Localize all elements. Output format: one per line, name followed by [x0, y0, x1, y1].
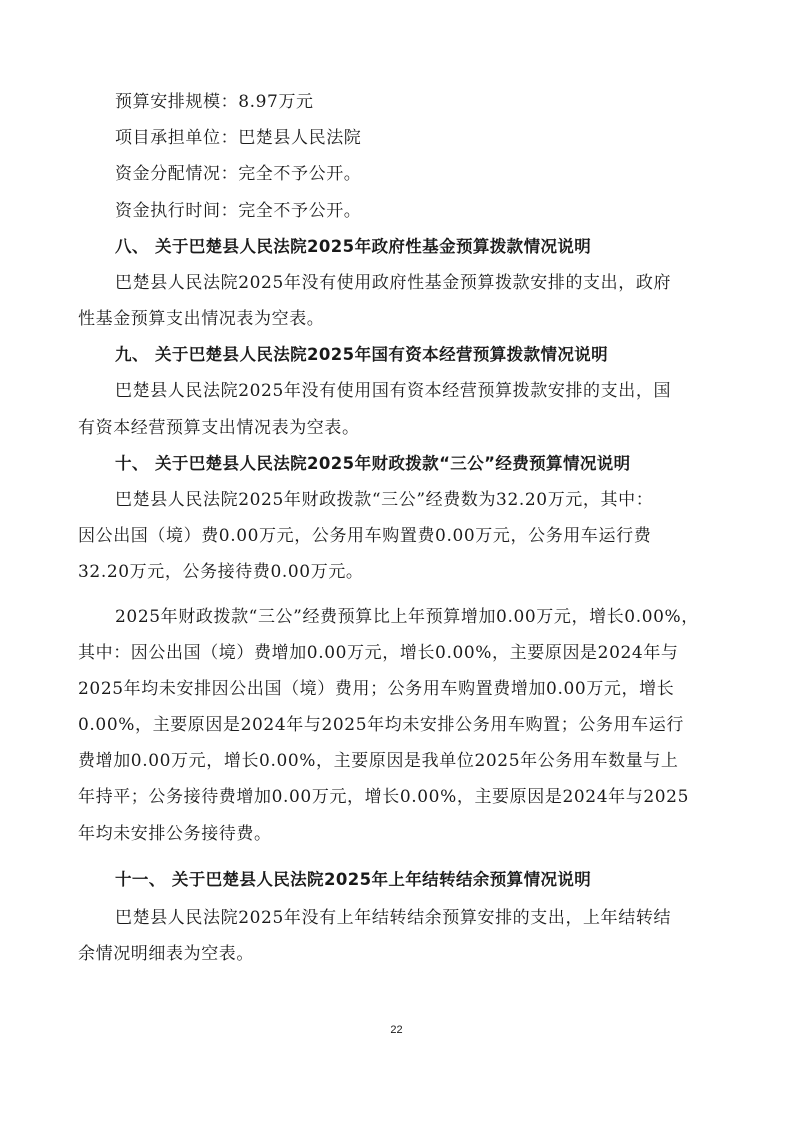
section-8-paragraph-line-2: 性基金预算支出情况表为空表。 — [78, 309, 325, 329]
section-10-paragraph-1-line-3: 32.20万元，公务接待费0.00万元。 — [78, 562, 364, 582]
section-10-paragraph-2-line-7: 年均未安排公务接待费。 — [78, 824, 272, 844]
section-9-heading: 九、 关于巴楚县人民法院2025年国有资本经营预算拨款情况说明 — [115, 345, 609, 364]
section-9-paragraph-line-1: 巴楚县人民法院2025年没有使用国有资本经营预算拨款安排的支出，国 — [115, 381, 672, 401]
fund-allocation-line: 资金分配情况：完全不予公开。 — [115, 164, 362, 184]
section-8-heading: 八、 关于巴楚县人民法院2025年政府性基金预算拨款情况说明 — [115, 237, 592, 256]
section-10-heading: 十、 关于巴楚县人民法院2025年财政拨款“三公”经费预算情况说明 — [115, 454, 631, 473]
section-10-paragraph-2-line-5: 费增加0.00万元，增长0.00%，主要原因是我单位2025年公务用车数量与上 — [78, 751, 679, 771]
budget-scale-line: 预算安排规模：8.97万元 — [115, 92, 314, 112]
section-11-paragraph-line-2: 余情况明细表为空表。 — [78, 944, 254, 964]
project-unit-line: 项目承担单位：巴楚县人民法院 — [115, 128, 362, 148]
section-10-paragraph-2-line-2: 其中：因公出国（境）费增加0.00万元，增长0.00%，主要原因是2024年与 — [78, 643, 679, 663]
section-10-paragraph-2-line-4: 0.00%，主要原因是2024年与2025年均未安排公务用车购置；公务用车运行 — [78, 715, 684, 735]
section-10-paragraph-2-line-6: 年持平；公务接待费增加0.00万元，增长0.00%，主要原因是2024年与2025 — [78, 787, 689, 807]
section-10-paragraph-2-line-3: 2025年均未安排因公出国（境）费用；公务用车购置费增加0.00万元，增长 — [78, 679, 675, 699]
section-8-paragraph-line-1: 巴楚县人民法院2025年没有使用政府性基金预算拨款安排的支出，政府 — [115, 273, 672, 293]
section-9-paragraph-line-2: 有资本经营预算支出情况表为空表。 — [78, 418, 360, 438]
page-number: 22 — [390, 1024, 403, 1036]
section-10-paragraph-1-line-1: 巴楚县人民法院2025年财政拨款“三公”经费数为32.20万元，其中： — [115, 490, 654, 510]
section-11-paragraph-line-1: 巴楚县人民法院2025年没有上年结转结余预算安排的支出，上年结转结 — [115, 908, 672, 928]
section-10-paragraph-1-line-2: 因公出国（境）费0.00万元，公务用车购置费0.00万元，公务用车运行费 — [78, 526, 652, 546]
section-10-paragraph-2-line-1: 2025年财政拨款“三公”经费预算比上年预算增加0.00万元，增长0.00%， — [115, 607, 699, 627]
section-11-heading: 十一、 关于巴楚县人民法院2025年上年结转结余预算情况说明 — [115, 870, 592, 889]
fund-execution-line: 资金执行时间：完全不予公开。 — [115, 201, 362, 221]
